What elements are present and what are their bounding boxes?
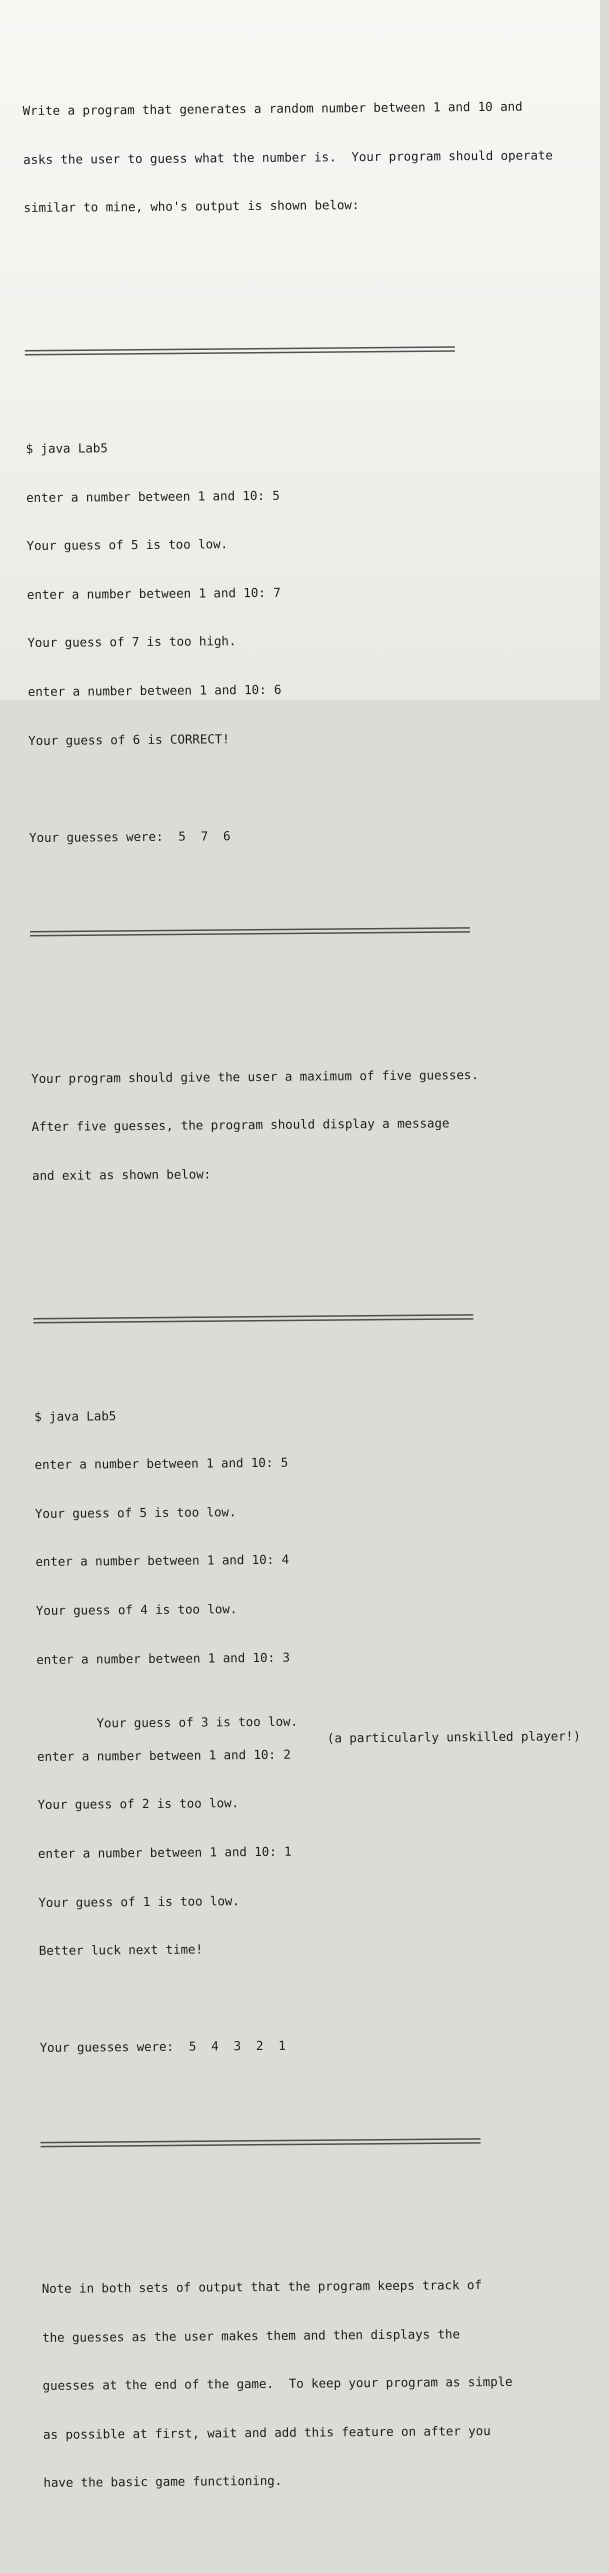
output-line: Your guess of 5 is too low. xyxy=(26,536,229,554)
output-line: enter a number between 1 and 10: 1 xyxy=(37,1843,292,1861)
output-line: enter a number between 1 and 10: 5 xyxy=(34,1454,289,1473)
closing-line: guesses at the end of the game. To keep your program as simple xyxy=(42,2374,513,2394)
output-line: enter a number between 1 and 10: 2 xyxy=(37,1746,291,1764)
middle-line: and exit as shown below: xyxy=(31,1166,212,1183)
output-line: enter a number between 1 and 10: 4 xyxy=(35,1552,290,1570)
closing-line: as possible at first, wait and add this feature on after you xyxy=(42,2422,491,2442)
separator-rule xyxy=(33,1313,473,1325)
player-note: (a particularly unskilled player!) xyxy=(326,1727,581,1745)
middle-line: After five guesses, the program should display a message xyxy=(31,1115,450,1135)
output-line: Your guess of 6 is CORRECT! xyxy=(28,730,230,748)
output-line: Your guess of 3 is too low. xyxy=(96,1714,299,1731)
assignment-document xyxy=(22,17,609,2573)
output-line: enter a number between 1 and 10: 7 xyxy=(26,584,281,602)
intro-paragraph xyxy=(22,66,589,249)
output-line: $ java Lab5 xyxy=(25,440,108,456)
guesses-summary: Your guesses were: 5 4 3 2 1 xyxy=(39,2038,286,2056)
separator-rule xyxy=(40,2137,480,2149)
sample-output-2 xyxy=(34,1371,605,2089)
output-line: Your guess of 1 is too low. xyxy=(38,1892,240,1910)
guesses-summary: Your guesses were: 5 7 6 xyxy=(29,827,231,845)
output-row-with-note xyxy=(37,1695,602,1745)
middle-paragraph xyxy=(31,1033,598,1216)
intro-line: similar to mine, who's output is shown below: xyxy=(23,197,360,216)
intro-line: asks the user to guess what the number is. Your program should operate xyxy=(23,146,553,167)
output-line: Better luck next time! xyxy=(38,1941,204,1959)
middle-line: Your program should give the user a maximum of five guesses. xyxy=(31,1066,479,1086)
closing-paragraph xyxy=(41,2244,608,2524)
separator-rule xyxy=(30,926,470,938)
output-line: enter a number between 1 and 10: 6 xyxy=(27,681,282,699)
closing-line: the guesses as the user makes them and then displays the xyxy=(42,2325,461,2345)
intro-line: Write a program that generates a random number between 1 and 10 and xyxy=(22,98,523,119)
output-line: Your guess of 4 is too low. xyxy=(35,1601,238,1618)
output-line: $ java Lab5 xyxy=(34,1407,117,1424)
separator-rule xyxy=(25,345,455,357)
output-line: Your guess of 7 is too high. xyxy=(27,633,237,651)
sample-output-1 xyxy=(25,404,594,879)
output-line: Your guess of 2 is too low. xyxy=(37,1795,240,1813)
closing-line: have the basic game functioning. xyxy=(43,2473,283,2491)
output-line: Your guess of 5 is too low. xyxy=(34,1503,237,1521)
output-line: enter a number between 1 and 10: 5 xyxy=(26,487,280,505)
output-line: enter a number between 1 and 10: 3 xyxy=(36,1649,290,1667)
closing-line: Note in both sets of output that the program keeps track of xyxy=(41,2277,482,2297)
